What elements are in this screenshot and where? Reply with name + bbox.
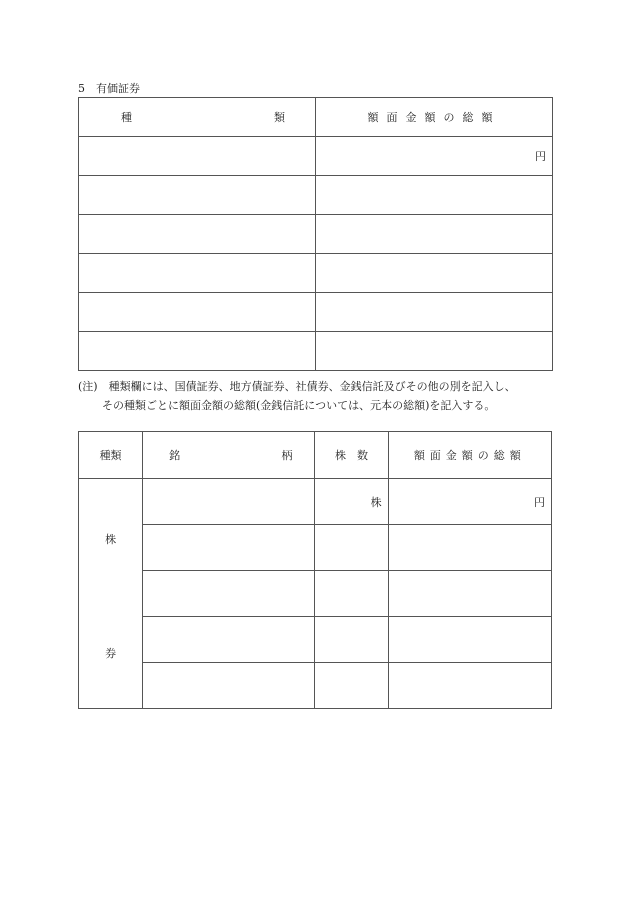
- section-heading: 5 有価証券: [78, 82, 140, 95]
- shares-cell[interactable]: [315, 479, 388, 525]
- table-row: [79, 617, 552, 663]
- table-row: [79, 571, 552, 617]
- brand-cell[interactable]: [143, 663, 315, 709]
- note-line-2: その種類ごとに額面金額の総額(金銭信託については、元本の総額)を記入する。: [102, 399, 496, 412]
- shares-cell[interactable]: [315, 617, 388, 663]
- kind-cell[interactable]: [79, 332, 316, 371]
- column-header-brand-left: 銘: [169, 449, 181, 462]
- kind-cell[interactable]: [79, 254, 316, 293]
- amount-cell[interactable]: [388, 479, 551, 525]
- shares-table: [78, 431, 552, 709]
- amount-cell[interactable]: [316, 137, 553, 176]
- column-header-kind-left: 種: [121, 111, 132, 124]
- yen-unit-label: 円: [534, 495, 545, 509]
- table-row: [79, 215, 553, 254]
- column-header-brand-right: 柄: [281, 449, 293, 462]
- kind-cell[interactable]: [79, 176, 316, 215]
- table-header-row: [79, 98, 553, 137]
- kind-char-2: 券: [105, 647, 117, 660]
- kind-char-1: 株: [105, 533, 117, 546]
- column-header-kind: 種類: [79, 432, 143, 479]
- amount-cell[interactable]: [388, 663, 551, 709]
- table-row: [79, 525, 552, 571]
- shares-cell[interactable]: [315, 571, 388, 617]
- table-row: [79, 479, 552, 525]
- amount-cell[interactable]: [316, 332, 553, 371]
- amount-cell[interactable]: [388, 525, 551, 571]
- table-header-row: [79, 432, 552, 479]
- amount-cell[interactable]: [316, 215, 553, 254]
- securities-summary-table: [78, 97, 553, 371]
- amount-cell[interactable]: [388, 571, 551, 617]
- column-header-kind: [79, 98, 316, 137]
- brand-cell[interactable]: [143, 479, 315, 525]
- note-line-1: (注) 種類欄には、国債証券、地方債証券、社債券、金銭信託及びその他の別を記入し、: [78, 380, 516, 393]
- column-header-amount: 額面金額の総額: [316, 98, 553, 137]
- table-row: [79, 137, 553, 176]
- column-header-kind-right: 類: [274, 111, 285, 124]
- table-row: [79, 293, 553, 332]
- column-header-brand: [143, 432, 315, 479]
- table-row: [79, 663, 552, 709]
- column-header-amount: 額面金額の総額: [388, 432, 551, 479]
- shares-cell[interactable]: [315, 663, 388, 709]
- yen-unit-label: 円: [535, 150, 546, 163]
- kind-cell[interactable]: [79, 293, 316, 332]
- brand-cell[interactable]: [143, 525, 315, 571]
- brand-cell[interactable]: [143, 617, 315, 663]
- note-text: [78, 377, 516, 415]
- amount-cell[interactable]: [388, 617, 551, 663]
- amount-cell[interactable]: [316, 254, 553, 293]
- kind-cell[interactable]: [79, 137, 316, 176]
- amount-cell[interactable]: [316, 293, 553, 332]
- shares-cell[interactable]: [315, 525, 388, 571]
- kind-stocks-cell: [79, 479, 143, 709]
- brand-cell[interactable]: [143, 571, 315, 617]
- table-row: [79, 254, 553, 293]
- amount-cell[interactable]: [316, 176, 553, 215]
- table-row: [79, 332, 553, 371]
- table-row: [79, 176, 553, 215]
- shares-unit-label: 株: [370, 495, 382, 509]
- column-header-shares: 株 数: [315, 432, 388, 479]
- kind-cell[interactable]: [79, 215, 316, 254]
